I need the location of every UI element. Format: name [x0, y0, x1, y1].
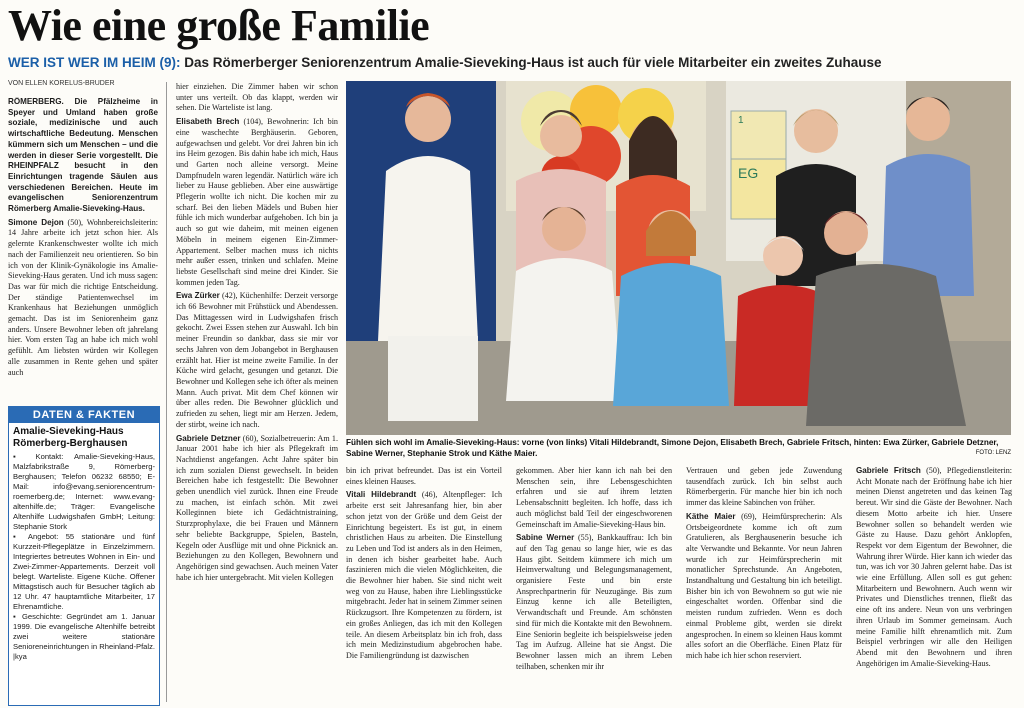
person-name: Ewa Zürker — [176, 291, 220, 301]
person-name: Gabriele Detzner — [176, 433, 241, 443]
person-name: Gabriele Fritsch — [856, 466, 921, 475]
profile-text: (46), Altenpfleger: Ich arbeite erst seit Jahresanfang hier, bin aber schon jetzt von der Größe und dem Geist der Einrichtung begeistert. Es ist gut, in einem christlichen Haus zu arbeiten. Die Einstellung zu Leben und Tod ist anders als in den Heimen, in denen ich bisher gearbeitet habe. Auch faszinieren mich die vielen Möglichkeiten, die die Bewohner hier haben. Sie sind nicht weit weg von zu Hause, haben ihre Lieblingsstücke mitgebracht. Jeder hat in seinem Zimmer seinen Rückzugsort. Ihre Kompetenzen zu fördern, ist ein großes Anliegen, das ich mit den Kollegen teile. An diesem Arbeitsplatz bin ich froh, dass ich mein Medizinstudium abgebrochen habe. Die Familiengründung ist dazwischen — [346, 490, 502, 660]
profile-simone-dejon — [8, 218, 158, 379]
person-name: Sabine Werner — [516, 533, 575, 543]
profile-text: (104), Bewohnerin: Ich bin eine waschechte Berghäuserin. Geboren, aufgewachsen und gelebt. Vor drei Jahren bin ich ins Heim gezogen. Bis dahin habe ich mich, Haus und Garten noch alleine versorgt. Meine Dampfnudeln waren legendär. Natürlich wäre ich lieber zu Hause geblieben. Aber eine auswärtige Pflegerin wollte ich nicht. Die kochen mir zu scharf. Bei den lieben Mädels und Buben hier fühle ich mich wunderbar aufgehoben. Ich bin ja auch so gut wie daheim, mit meinen eigenen Möbeln in meinem eigenen Ein-Zimmer-Appartement. Selber machen muss ich nichts mehr außer essen, trinken und schlafen. Meine liebste Gesellschaft sind meine drei Kinder. Sie kommen jeden Tag. — [176, 117, 338, 287]
article-subhead — [8, 55, 1018, 70]
column-2 — [176, 82, 338, 704]
profile-gabriele-fritsch — [856, 466, 1012, 669]
continuation-text: Vertrauen und geben jede Zuwendung tausendfach zurück. Ich bin selbst auch Römerbergerin. Für manche hier bin ich noch immer das kleine Sabinchen von früher. — [686, 466, 842, 508]
board-label-1: 1 — [738, 115, 744, 126]
column-4 — [516, 466, 672, 704]
facts-header: DATEN & FAKTEN — [9, 407, 159, 423]
column-6 — [856, 466, 1012, 704]
photo-caption — [346, 437, 1011, 459]
profile-gabriele-detzner — [176, 434, 338, 584]
profile-elisabeth-brech — [176, 117, 338, 288]
facts-contact: ▪ Kontakt: Amalie-Sieveking-Haus, Malzfabrikstraße 9, Römerberg-Berghausen; Telefon 06232 68550; E-Mail: info@evang.seniorencentrum-roemerberg.de; Internet: www.evang-altenhilfe.de; Träger: Evangelische Altenhilfe Ludwigshafen GmbH; Leitung: Stephanie Stork — [13, 452, 155, 531]
profile-vitali-hildebrandt — [346, 490, 502, 661]
group-photo — [346, 81, 1011, 435]
byline: VON ELLEN KORELUS-BRUDER — [8, 80, 115, 87]
profile-text: (69), Heimfürsprecherin: Als Ortsbeigeordnete komme ich oft zum Gratulieren, als Berghausenerin besuche ich alte Verwandte und Bekannte. Vor neun Jahren wurde ich zur Heimfürsprecherin mit monatlicher Sprechstunde. An Angeboten, Instandhaltung und Gestaltung bin ich beteiligt. Bisher bin ich von Bewohnern so gut wie nie eingeschaltet worden. Offenbar sind die meisten rundum zufrieden. Wenn es doch einmal Probleme gibt, werden sie direkt angesprochen. In einem so kleinen Haus kommt alles sofort an die Oberfläche. Einen Platz für mich habe ich hier schon reserviert. — [686, 511, 842, 660]
facts-title: Amalie-Sieveking-Haus Römerberg-Berghausen — [13, 426, 128, 449]
column-3 — [346, 466, 502, 704]
column-5 — [686, 466, 842, 704]
continuation-text: hier einziehen. Die Zimmer haben wir schon unter uns verteilt. Ob das klappt, werden wir sehen. Die Warteliste ist lang. — [176, 82, 338, 113]
continuation-text: bin ich privat befreundet. Das ist ein Vorteil eines kleinen Hauses. — [346, 466, 502, 486]
facts-offer: ▪ Angebot: 55 stationäre und fünf Kurzzeit-Pflegeplätze in Einzelzimmern. Integriertes betreutes Wohnen in Ein- und Zwei-Zimmer-Appartements. Derzeit voll belegt. Warteliste. Eigene Küche. Offener Mittagstisch auch für Besucher täglich ab 12 Uhr. 47 hauptamtliche Mitarbeiter, 17 Ehrenamtliche. — [13, 532, 155, 611]
profile-text: (50), Pflegedienstleiterin: Acht Monate nach der Eröffnung habe ich hier meinen Dienst angetreten und das keinen Tag bereut. Wir sind die Gäste der Bewohner. Nach diesem Motto arbeite ich hier. Unsere Bewohner sollen so behandelt werden wie Gäste zu Hause. Dazu gehört Anklopfen, Respekt vor dem Eigentum der Bewohner, die Wahrung ihrer Würde. Hier kann ich wieder das tun, was ich vor 30 Jahren gelernt habe. Das ist wie eine Erfüllung. Allen soll es gut gehen: Mitarbeitern und Bewohnern. Auch wenn wir Privates und Dienstliches trennen, fließt das eine oft ins andere. Neun von uns verbringen ihren Urlaub im Sommer gemeinsam. Auch meine Familie hilft ehrenamtlich mit. Zum Beispiel verbringen wir alle den Heiligen Abend mit den Bewohnern und ihren Angehörigen im Amalie-Sieveking-Haus. — [856, 466, 1012, 668]
caption-text: Fühlen sich wohl im Amalie-Sieveking-Haus: vorne (von links) Vitali Hildebrandt, Simone Dejon, Elisabeth Brech, Gabriele Fritsch, hinten: Ewa Zürker, Gabriele Detzner, Sabine Werner, Stephanie Strok und Käthe Maier. — [346, 438, 999, 458]
person-name: Elisabeth Brech — [176, 117, 240, 127]
facts-history: ▪ Geschichte: Gegründet am 1. Januar 1999. Die evangelische Altenhilfe betreibt zwei weitere stationäre Senioreneinrichtungen in Rheinland-Pfalz. |kya — [13, 612, 155, 661]
profile-ewa-zuerker — [176, 291, 338, 430]
profile-text: (55), Bankkauffrau: Ich bin auf den Tag genau so lange hier, wie es das Haus gibt. Seitdem kümmere ich mich um Heimverwaltung und Belegungsmanagement, organisiere Feste und bin erste Ansprechpartnerin für Neuzugänge. Bis zum Einzug kenne ich alle Beteiligten, Verwandtschaft und Freunde. Am schönsten sind für mich die Kontakte mit den Bewohnern. Eine Seniorin begleite ich beispielsweise jeden Tag im Aufzug. Alleine hat sie Angst. Die Bewohner lassen mich an ihrem Leben teilhaben, schenken mir ihr — [516, 533, 672, 671]
person-name: Käthe Maier — [686, 511, 736, 521]
profile-sabine-werner — [516, 533, 672, 672]
person-name: Simone Dejon — [8, 217, 64, 227]
continuation-text: gekommen. Aber hier kann ich nah bei den Menschen sein, ihre Lebensgeschichten erfahren und sie auf ihrem letzten Lebensabschnitt begleiten. Ich hoffe, dass ich auch möglichst bald Teil der eingeschworenen Gemeinschaft im Amalie-Sieveking-Haus bin. — [516, 466, 672, 529]
column-1 — [8, 97, 158, 401]
facts-body — [9, 452, 159, 662]
facts-box — [8, 406, 160, 706]
photo-credit: FOTO: LENZ — [975, 450, 1011, 456]
board-label-eg: EG — [738, 165, 759, 181]
column-divider — [166, 82, 167, 702]
profile-kaethe-maier — [686, 512, 842, 662]
profile-text: (60), Sozialbetreuerin: Am 1. Januar 2001 habe ich hier als Pflegekraft im Nachtdienst angefangen. Acht Jahre später bin ich zum sozialen Dienst gewechselt. In beiden Bereichen habe ich festgestellt: Die Bewohner geben unendlich viel zurück. Ihnen eine Freude zu machen, ist einfach schön. Mit zwei Kolleginnen biete ich Gedächtnistraining, Sturzprophylaxe, die bei Frauen und Männern sehr beliebte Backgruppe, Spielen, Basteln, Kegeln oder Ausflüge mit und ohne Picknick an. Beziehungen zu den Kollegen, Bewohnern und Angehörigen sind gewachsen. Auch meinen Vater habe ich hier untergebracht. Mit vielen Kollegen — [176, 433, 338, 582]
group-photo-illustration — [346, 81, 1011, 435]
lead-paragraph: RÖMERBERG. Die Pfälzheime in Speyer und Umland haben große soziale, medizinische und auch wirtschaftliche Bedeutung. Menschen kümmern sich um Menschen – und die werden in dieser Serie vorgestellt. Die RHEINPFALZ besucht in den Einrichtungen tragende Säulen aus verschiedenen Bereichen. Heute im evangelischen Seniorenzentrum Römerberg Amalie-Sieveking-Haus. — [8, 97, 158, 214]
person-name: Vitali Hildebrandt — [346, 490, 417, 500]
profile-text: (42), Küchenhilfe: Derzeit versorge ich 66 Bewohner mit Frühstück und Abendessen. Das Mittagessen wird in Ludwigshafen frisch gekocht. Zwei Essen stehen zur Auswahl. Ich bin meiner Freundin so dankbar, dass sie mir vor sechs Jahren von dem Jobangebot in Berghausen erzählt hat. Hier ist meine zweite Familie. In der Küche wird gelacht, gesungen und getanzt. Die Bewohner und Kollegen sehe ich öfter als meinen Mann. Auch privat. Mit dem Chef können wir über alles reden. Die Bewohner glücklich und zufrieden zu sehen, liegt mir am Herzen. Jedem, der stirbt, weine ich nach. — [176, 291, 338, 429]
series-kicker: WER IST WER IM HEIM (9): — [8, 55, 181, 70]
subhead-text: Das Römerberger Seniorenzentrum Amalie-Sieveking-Haus ist auch für viele Mitarbeiter ein zweites Zuhause — [180, 55, 882, 70]
profile-text: (50), Wohnbereichsleiterin: 14 Jahre arbeite ich jetzt schon hier. Als gelernte Krankenschwester wollte ich mich nach der Familienzeit neu orientieren. So bin ich von der Klinik-Gynäkologie ins Amalie-Sieveking-Haus geraten. Und ich muss sagen: Das war für mich die richtige Entscheidung. Der ständige Patientenwechsel im Krankenhaus hat Beziehungen unmöglich gemacht. Das ist im Seniorenheim ganz anders. Unsere Bewohner leben oft jahrelang hier. Vom ersten Tag an habe ich mich wohl gefühlt. Am liebsten würden wir Kollegen alle zusammen in Rente gehen und später auch — [8, 217, 158, 377]
article-headline: Wie eine große Familie — [8, 1, 430, 50]
